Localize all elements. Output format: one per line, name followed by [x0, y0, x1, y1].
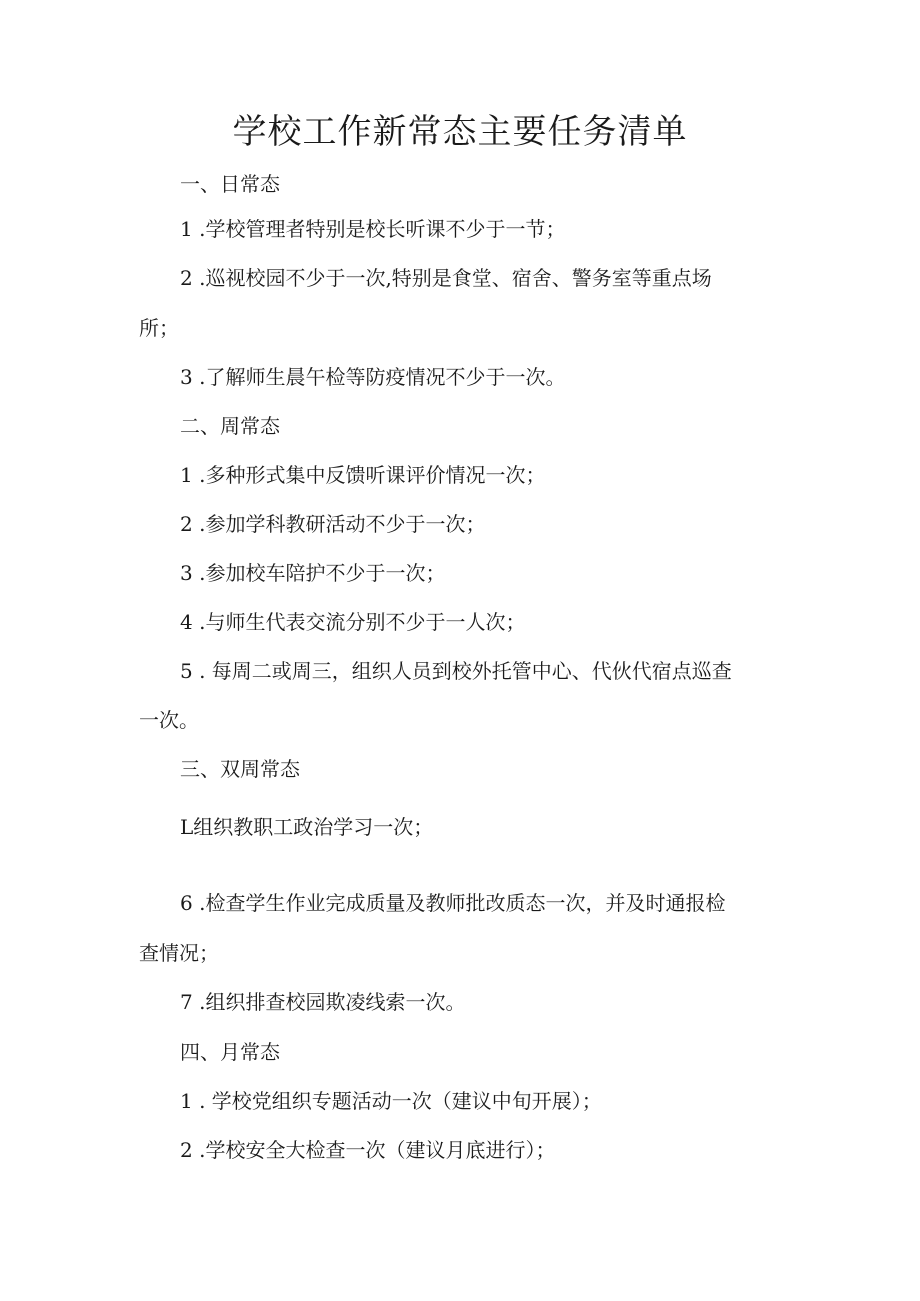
page-title: 学校工作新常态主要任务清单: [232, 112, 688, 152]
section-heading: 一、日常态: [180, 172, 280, 196]
list-item: L组织教职工政治学习一次；: [180, 815, 434, 839]
list-item: 1 .多种形式集中反馈听课评价情况一次；: [180, 463, 546, 487]
list-item: 2 .学校安全大检查一次（建议月底进行）；: [180, 1138, 556, 1162]
section-heading: 四、月常态: [180, 1040, 280, 1064]
list-item-continuation: 查情况；: [139, 941, 219, 965]
list-item: 5 . 每周二或周三，组织人员到校外托管中心、代伙代宿点巡查: [180, 659, 732, 683]
list-item: 4 .与师生代表交流分别不少于一人次；: [180, 610, 526, 634]
list-item: 1 . 学校党组织专题活动一次（建议中旬开展）；: [180, 1089, 602, 1113]
list-item-continuation: 一次。: [139, 708, 199, 732]
section-heading: 二、周常态: [180, 414, 280, 438]
list-item: 2 .巡视校园不少于一次,特别是食堂、宿舍、警务室等重点场: [180, 266, 712, 290]
list-item-continuation: 所；: [139, 316, 179, 340]
list-item: 1 .学校管理者特别是校长听课不少于一节；: [180, 217, 566, 241]
list-item: 3 .参加校车陪护不少于一次；: [180, 561, 446, 585]
list-item: 6 .检查学生作业完成质量及教师批改质态一次，并及时通报检: [180, 891, 726, 915]
list-item: 7 .组织排查校园欺凌线索一次。: [180, 990, 466, 1014]
list-item: 3 .了解师生晨午检等防疫情况不少于一次。: [180, 365, 566, 389]
section-heading: 三、双周常态: [180, 757, 300, 781]
list-item: 2 .参加学科教研活动不少于一次；: [180, 512, 486, 536]
